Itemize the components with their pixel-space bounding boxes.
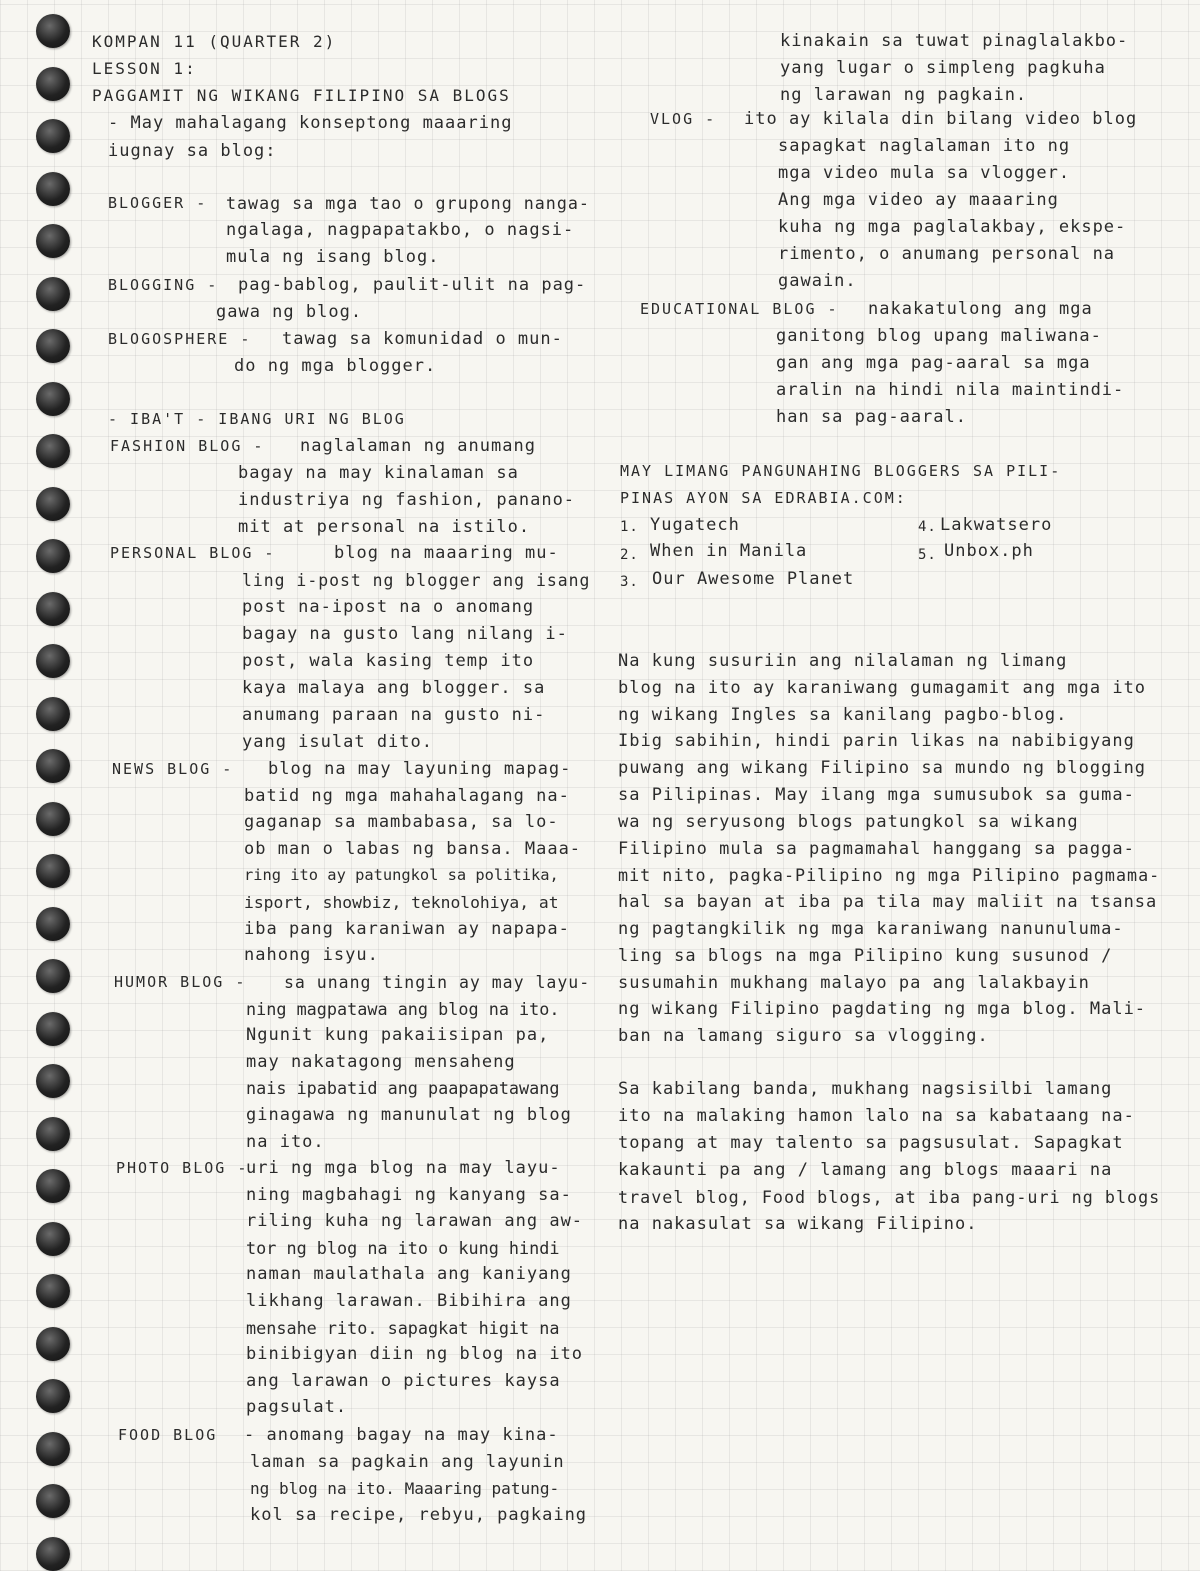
blogger-item-number: 4. <box>918 519 937 535</box>
definition-line: ang larawan o pictures kaysa <box>246 1370 561 1391</box>
binding-ring <box>36 329 70 363</box>
term-personal-blog: PERSONAL BLOG - <box>110 544 276 562</box>
paragraph-line: travel blog, Food blogs, at iba pang-uri ng blogs <box>618 1187 1161 1207</box>
binding-ring <box>36 1064 70 1098</box>
paragraph-line: ito na malaking hamon lalo na sa kabataang na- <box>618 1106 1135 1126</box>
definition-line: nais ipabatid ang paapapatawang <box>246 1078 560 1099</box>
paragraph-line: Filipino mula sa pagmamahal hanggang sa pagga- <box>618 838 1135 859</box>
definition-line: han sa pag-aaral. <box>776 407 967 427</box>
definition-line: rimento, o anumang personal na <box>778 244 1116 264</box>
page-title: PAGGAMIT NG WIKANG FILIPINO SA BLOGS <box>92 86 511 105</box>
blogger-item-name: Yugatech <box>650 515 740 535</box>
binding-ring <box>36 172 70 206</box>
binding-ring <box>36 382 70 416</box>
paragraph-line: Ibig sabihin, hindi parin likas na nabibigyang <box>618 731 1135 752</box>
definition-line: kuha ng mga paglalakbay, ekspe- <box>778 217 1127 237</box>
blogger-item-number: 2. <box>620 547 639 563</box>
definition-line: binibigyan diin ng blog na ito <box>246 1344 584 1365</box>
definition-line: pagsulat. <box>246 1397 348 1418</box>
binding-ring <box>36 487 70 521</box>
definition-line: kaya malaya ang blogger. sa <box>242 678 546 698</box>
definition-line: gaganap sa mambabasa, sa lo- <box>244 812 559 833</box>
definition-line: mga video mula sa vlogger. <box>778 163 1071 183</box>
paragraph-line: puwang ang wikang Filipino sa mundo ng blogging <box>618 758 1147 779</box>
binding-ring <box>36 67 70 101</box>
term-food-blog: FOOD BLOG <box>118 1426 218 1444</box>
definition-line: mula ng isang blog. <box>226 247 440 267</box>
paragraph-line: mit nito, pagka-Pilipino ng mga Pilipino pagmama- <box>618 865 1161 886</box>
blogger-item-name: Our Awesome Planet <box>652 569 855 589</box>
definition-line: uri ng mga blog na may layu- <box>246 1158 561 1178</box>
definition-line: - anomang bagay na may kina- <box>244 1425 559 1445</box>
definition-line: bagay na gusto lang nilang i- <box>242 624 568 644</box>
definition-line: ginagawa ng manunulat ng blog <box>246 1105 572 1125</box>
binding-ring <box>36 1432 70 1466</box>
definition-line: ning magpatawa ang blog na ito. <box>246 998 560 1019</box>
paragraph-line: ng pagtangkilik ng mga karaniwang nanunuluma- <box>618 919 1124 939</box>
binding-ring <box>36 1327 70 1361</box>
term-blogosphere: BLOGOSPHERE - <box>108 330 252 348</box>
definition-line: kol sa recipe, rebyu, pagkaing <box>250 1504 588 1525</box>
binding-ring <box>36 592 70 626</box>
term-humor-blog: HUMOR BLOG - <box>114 973 247 991</box>
spiral-binding <box>30 10 80 1550</box>
definition-line: ng larawan ng pagkain. <box>780 85 1028 105</box>
binding-ring <box>36 907 70 941</box>
types-heading: - IBA'T - IBANG URI NG BLOG <box>108 410 406 428</box>
paragraph-line: susumahin mukhang malayo pa ang lalakbayin <box>618 972 1090 993</box>
paragraph-line: wa ng seryusong blogs patungkol sa wikang <box>618 811 1079 832</box>
binding-ring <box>36 224 70 258</box>
definition-line: Ang mga video ay maaaring <box>778 190 1059 210</box>
definition-line: sa unang tingin ay may layu- <box>284 973 591 992</box>
definition-line: ning magbahagi ng kanyang sa- <box>246 1184 572 1205</box>
definition-line: bagay na may kinalaman sa <box>238 463 519 483</box>
paragraph-line: topang at may talento sa pagsusulat. Sapagkat <box>618 1133 1124 1153</box>
paragraph-line: Sa kabilang banda, mukhang nagsisilbi lamang <box>618 1079 1113 1099</box>
binding-ring <box>36 959 70 993</box>
paragraph-line: ng wikang Ingles sa kanilang pagbo-blog. <box>618 704 1068 725</box>
paragraph-line: ling sa blogs na mga Pilipino kung susunod / <box>618 945 1113 966</box>
definition-line: isport, showbiz, teknolohiya, at <box>244 893 559 912</box>
blogger-item-number: 5. <box>918 547 937 563</box>
definition-line: naman maulathala ang kaniyang <box>246 1264 572 1285</box>
term-blogging: BLOGGING - <box>108 276 219 294</box>
blogger-item-name: Unbox.ph <box>944 541 1034 561</box>
binding-ring <box>36 277 70 311</box>
term-educational-blog: EDUCATIONAL BLOG - <box>640 300 839 318</box>
binding-ring <box>36 644 70 678</box>
definition-line: do ng mga blogger. <box>234 356 437 376</box>
binding-ring <box>36 1537 70 1571</box>
header-line-1: KOMPAN 11 (QUARTER 2) <box>92 32 337 51</box>
paragraph-line: ban na lamang siguro sa vlogging. <box>618 1026 989 1047</box>
definition-line: tor ng blog na ito o kung hindi <box>246 1237 560 1258</box>
definition-line: tawag sa mga tao o grupong nanga- <box>226 194 590 213</box>
paragraph-line: kakaunti pa ang / lamang ang blogs maaari na <box>618 1160 1113 1180</box>
intro-line-2: iugnay sa blog: <box>108 141 277 161</box>
term-blogger: BLOGGER - <box>108 194 208 212</box>
definition-line: nakakatulong ang mga <box>868 299 1093 319</box>
binding-ring <box>36 434 70 468</box>
blogger-item-number: 3. <box>620 574 639 590</box>
definition-line: naglalaman ng anumang <box>300 436 536 456</box>
definition-line: ob man o labas ng bansa. Maaa- <box>244 838 582 859</box>
definition-line: nahong isyu. <box>244 945 379 966</box>
header-line-2: LESSON 1: <box>92 59 197 78</box>
term-fashion-blog: FASHION BLOG - <box>110 437 265 455</box>
definition-line: blog na maaaring mu- <box>334 543 559 563</box>
definition-line: ling i-post ng blogger ang isang <box>242 571 591 590</box>
definition-line: na ito. <box>246 1131 325 1152</box>
binding-ring <box>36 1169 70 1203</box>
term-vlog: VLOG - <box>650 110 717 128</box>
definition-line: kinakain sa tuwat pinaglalakbo- <box>780 31 1129 51</box>
definition-line: gawain. <box>778 271 857 291</box>
definition-line: anumang paraan na gusto ni- <box>242 705 546 725</box>
definition-line: likhang larawan. Bibihira ang <box>246 1291 572 1311</box>
binding-ring <box>36 119 70 153</box>
definition-line: post na-ipost na o anomang <box>242 597 535 617</box>
definition-line: tawag sa komunidad o mun- <box>282 329 563 349</box>
definition-line: mit at personal na istilo. <box>238 517 531 537</box>
paragraph-line: blog na ito ay karaniwang gumagamit ang mga ito <box>618 677 1147 698</box>
binding-ring <box>36 1117 70 1151</box>
definition-line: laman sa pagkain ang layunin <box>250 1451 565 1472</box>
bloggers-heading-2: PINAS AYON SA EDRABIA.COM: <box>620 489 907 507</box>
definition-line: Ngunit kung pakaiisipan pa, <box>246 1025 550 1046</box>
intro-line-1: - May mahalagang konseptong maaaring <box>108 113 513 133</box>
definition-line: sapagkat naglalaman ito ng <box>778 136 1071 156</box>
definition-line: yang isulat dito. <box>242 732 433 752</box>
binding-ring <box>36 1379 70 1413</box>
paragraph-line: hal sa bayan at iba pa tila may maliit na tsansa <box>618 892 1158 913</box>
definition-line: ng blog na ito. Maaaring patung- <box>250 1479 560 1499</box>
definition-line: post, wala kasing temp ito <box>242 651 535 671</box>
blogger-item-name: Lakwatsero <box>940 515 1053 535</box>
binding-ring <box>36 1222 70 1256</box>
blogger-item-name: When in Manila <box>650 541 808 561</box>
definition-line: ring ito ay patungkol sa politika, <box>244 866 559 885</box>
binding-ring <box>36 1484 70 1518</box>
binding-ring <box>36 749 70 783</box>
paragraph-line: Na kung susuriin ang nilalaman ng limang <box>618 651 1068 671</box>
definition-line: pag-bablog, paulit-ulit na pag- <box>238 275 587 295</box>
definition-line: gan ang mga pag-aaral sa mga <box>776 353 1091 373</box>
paragraph-line: ng wikang Filipino pagdating ng mga blog. Mali- <box>618 999 1147 1020</box>
paragraph-line: na nakasulat sa wikang Filipino. <box>618 1214 978 1234</box>
definition-line: yang lugar o simpleng pagkuha <box>780 58 1106 78</box>
paragraph-line: sa Pilipinas. May ilang mga sumusubok sa guma- <box>618 785 1135 805</box>
binding-ring <box>36 14 70 48</box>
definition-line: may nakatagong mensaheng <box>246 1051 516 1072</box>
term-photo-blog: PHOTO BLOG - <box>116 1159 249 1177</box>
definition-line: batid ng mga mahahalagang na- <box>244 785 570 806</box>
definition-line: mensahe rito. sapagkat higit na <box>246 1317 560 1338</box>
binding-ring <box>36 1274 70 1308</box>
binding-ring <box>36 697 70 731</box>
binding-ring <box>36 854 70 888</box>
definition-line: ganitong blog upang maliwana- <box>776 326 1102 346</box>
term-news-blog: NEWS BLOG - <box>112 760 234 778</box>
binding-ring <box>36 802 70 836</box>
definition-line: riling kuha ng larawan ang aw- <box>246 1211 584 1232</box>
definition-line: ngalaga, nagpapatakbo, o nagsi- <box>226 220 575 240</box>
definition-line: industriya ng fashion, panano- <box>238 490 576 510</box>
definition-line: iba pang karaniwan ay napapa- <box>244 918 570 939</box>
binding-ring <box>36 539 70 573</box>
definition-line: blog na may layuning mapag- <box>268 759 572 779</box>
definition-line: aralin na hindi nila maintindi- <box>776 380 1125 400</box>
binding-ring <box>36 1012 70 1046</box>
definition-line: ito ay kilala din bilang video blog <box>744 109 1138 129</box>
blogger-item-number: 1. <box>620 519 639 535</box>
bloggers-heading-1: MAY LIMANG PANGUNAHING BLOGGERS SA PILI- <box>620 462 1062 480</box>
definition-line: gawa ng blog. <box>216 302 363 322</box>
